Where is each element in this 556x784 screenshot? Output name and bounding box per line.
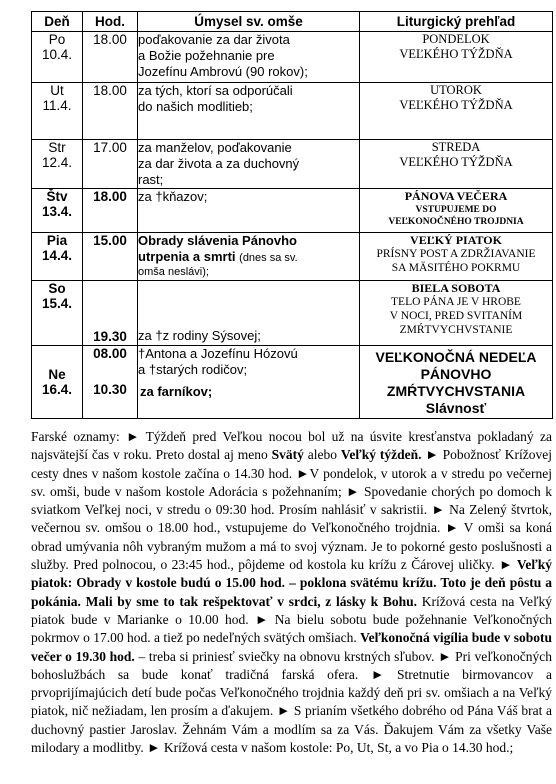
liturgy-cell [360, 281, 553, 346]
liturgy-cell [360, 233, 553, 281]
day-cell [32, 140, 83, 189]
day-name: Ut [50, 83, 64, 98]
table-row-sunday [32, 346, 553, 419]
mass-schedule-table [31, 11, 553, 419]
liturgy-cell [360, 83, 553, 140]
intention-cell [138, 32, 360, 83]
intention-line: omša neslávi); [138, 266, 209, 278]
hour-cell [83, 346, 138, 419]
day-date: 14.4. [41, 248, 73, 263]
liturgy-line: VEĽKÉHO TÝŽDŇA [399, 98, 513, 112]
day-date: 10.4. [41, 47, 73, 62]
liturgy-line: VEĽKONOČNÉHO TROJDNIA [388, 217, 524, 227]
intention-line: do našich modlitieb; [138, 99, 253, 114]
hour-cell: 17.00 [83, 140, 138, 189]
parish-notices [31, 428, 552, 757]
table-row-friday [32, 233, 553, 281]
header-intention: Úmysel sv. omše [138, 12, 360, 32]
day-name: Štv [46, 189, 68, 204]
intention-note: (dnes sa sv. [239, 252, 298, 264]
hour-cell: 18.00 [83, 83, 138, 140]
notice-text: Farské oznamy: ► Týždeň pred Veľkou nocou bol už na úsvite kresťanstva pokladaný za najsvätejší čas v roku. Preto dostal aj meno [31, 429, 552, 463]
intention-line: poďakovanie za dar života [138, 32, 290, 47]
liturgy-line: TELO PÁNA JE V HROBE [391, 296, 521, 308]
intention-cell [138, 233, 360, 281]
hour-value: 08.00 [93, 346, 127, 361]
liturgy-line: STREDA [431, 140, 481, 154]
liturgy-line: VEĽKÝ PIATOK [410, 233, 502, 247]
day-name: Po [48, 32, 66, 47]
liturgy-cell [360, 140, 553, 189]
liturgy-cell [360, 189, 553, 233]
hour-cell: 18.00 [83, 189, 138, 233]
intention-cell [138, 346, 360, 419]
day-cell [32, 83, 83, 140]
notice-text: – treba si priniesť sviečky na obnovu krstných sľubov. ► Pri veľkonočných bohoslužbách sa bude konať tradičná farská ofera. ► Stretnutie birmovancov a prvoprijímajúcich detí bude počas Veľkonočného trojdnia každý deň pri sv. omšiach a na Veľký piatok, nič nežiadam, len prosím a ďakujem. ► S prianím všetkého dobrého od Pána Váš brat a duchovný pastier Jaroslav. Žehnám Vám a modlím sa za Vás. Ďakujem Vám za všetky Vaše milodary a modlitby. ► Krížová cesta v našom kostole: Po, Ut, St, a vo Pia o 14.30 hod.; [31, 648, 553, 756]
intention-line: za †z rodiny Sýsovej; [138, 328, 261, 343]
header-day: Deň [32, 12, 83, 32]
notice-bold: Veľký týždeň. [340, 447, 422, 463]
liturgy-line: V NOCI, PRED SVITANÍM [389, 310, 523, 322]
day-date: 15.4. [41, 296, 73, 311]
day-cell [32, 346, 83, 419]
liturgy-line: PÁNOVA VEČERA [404, 189, 508, 203]
intention-line: a Božie požehnanie pre [138, 48, 275, 63]
intention-line: za dar života a za duchovný [138, 156, 300, 171]
liturgy-line: PÁNOVHO [420, 366, 492, 382]
liturgy-line: PRÍSNY POST A ZDRŽIAVANIE [376, 248, 536, 260]
day-date: 11.4. [42, 98, 72, 113]
intention-line: za †kňazov; [138, 189, 208, 204]
hour-value: 10.30 [93, 382, 127, 397]
day-name: So [48, 281, 66, 296]
hour-cell: 18.00 [83, 32, 138, 83]
day-cell [32, 281, 83, 346]
intention-cell [138, 189, 360, 233]
table-row-wednesday [32, 140, 553, 189]
liturgy-line: VEĽKÉHO TÝŽDŇA [399, 155, 513, 169]
notice-text: Krížová cesta na Veľký piatok bude v Marianke o 10.00 hod. ► Na bielu sobotu bude požehnanie Veľkonočných pokrmov o 17.00 hod. a tiež po nedeľných svätých omšiach. [31, 593, 553, 646]
intention-cell [138, 83, 360, 140]
liturgy-line: SA MÄSITÉHO POKRMU [391, 262, 521, 274]
intention-line: Obrady slávenia Pánovho [138, 233, 297, 248]
liturgy-line: VEĽKÉHO TÝŽDŇA [399, 47, 513, 61]
intention-line: za farníkov; [140, 384, 213, 399]
notice-bold: Svätý [271, 447, 304, 463]
intention-cell [138, 281, 360, 346]
intention-line: †Antona a Jozefínu Hózovú [138, 346, 298, 361]
intention-line: a †starých rodičov; [138, 362, 248, 377]
liturgy-line: ZMŔTVYCHVSTANIA [386, 383, 526, 399]
liturgy-line: VEĽKONOČNÁ NEDEĽA [375, 349, 537, 365]
day-cell [32, 32, 83, 83]
intention-line: za manželov, poďakovanie [138, 140, 292, 155]
notice-text: ► Pobožnosť Krížovej cesty dnes v našom kostole začína o 14.30 hod. ►V pondelok, v utorok a v stredu po večernej sv. omši, bude v našom kostole Adorácia s požehnaním; ► Spovedanie chorých po domoch k sviatkom Veľkej noci, v stredu o 09:30 hod. Prosím nahlásiť v sakristii. ► Na Zelený štvrtok, večernou sv. omšou o 18.00 hod., vstupujeme do Veľkonočného trojdnia. ► V omši sa koná obrad umývania nôh vybraným mužom a má to svoj význam. Je to pokorné gesto poslušnosti a služby. Pred polnocou, o 23:45 hod., pôjdeme od kostola ku krížu z Čárovej uličky. ► [31, 447, 552, 573]
intention-line: za tých, ktorí sa odporúčali [138, 83, 293, 98]
liturgy-cell [360, 346, 553, 419]
day-name: Pia [46, 233, 68, 248]
table-header-row [32, 12, 553, 32]
liturgy-line: UTOROK [430, 83, 482, 97]
day-cell [32, 233, 83, 281]
intention-cell [138, 140, 360, 189]
liturgy-line: PONDELOK [422, 32, 490, 46]
intention-line: Jozefínu Ambrovú (90 rokov); [138, 64, 308, 79]
hour-cell: 19.30 [83, 281, 138, 346]
liturgy-line: Slávnosť [425, 400, 487, 416]
notice-text: alebo [303, 447, 341, 463]
liturgy-line: BIELA SOBOTA [411, 281, 501, 295]
table-row-saturday [32, 281, 553, 346]
day-name: Ne [48, 367, 66, 382]
notice-bold: Veľkonočná vigília bude v sobotu večer o 19.30 hod. [31, 630, 552, 664]
table-row-thursday [32, 189, 553, 233]
day-date: 16.4. [41, 382, 73, 397]
notice-bold: Veľký piatok: Obrady v kostole budú o 15.00 hod. – poklona svätému krížu. Toto je deň pôstu a pokánia. Mali by sme to tak rešpektovať v srdci, z lásky k Bohu. [31, 557, 552, 609]
day-date: 13.4. [41, 204, 73, 219]
table-row-tuesday [32, 83, 553, 140]
liturgy-line: VSTUPUJEME DO [415, 205, 497, 215]
intention-line: rast; [138, 172, 164, 187]
liturgy-cell [360, 32, 553, 83]
header-hour: Hod. [83, 12, 138, 32]
liturgy-line: ZMŔTVYCHVSTANIE [399, 324, 513, 336]
day-date: 12.4. [41, 155, 73, 170]
hour-cell: 15.00 [83, 233, 138, 281]
intention-line: utrpenia a smrti [138, 249, 236, 264]
day-name: Str [48, 140, 66, 155]
header-liturgy: Liturgický prehľad [360, 12, 553, 32]
table-row-monday [32, 32, 553, 83]
day-cell [32, 189, 83, 233]
